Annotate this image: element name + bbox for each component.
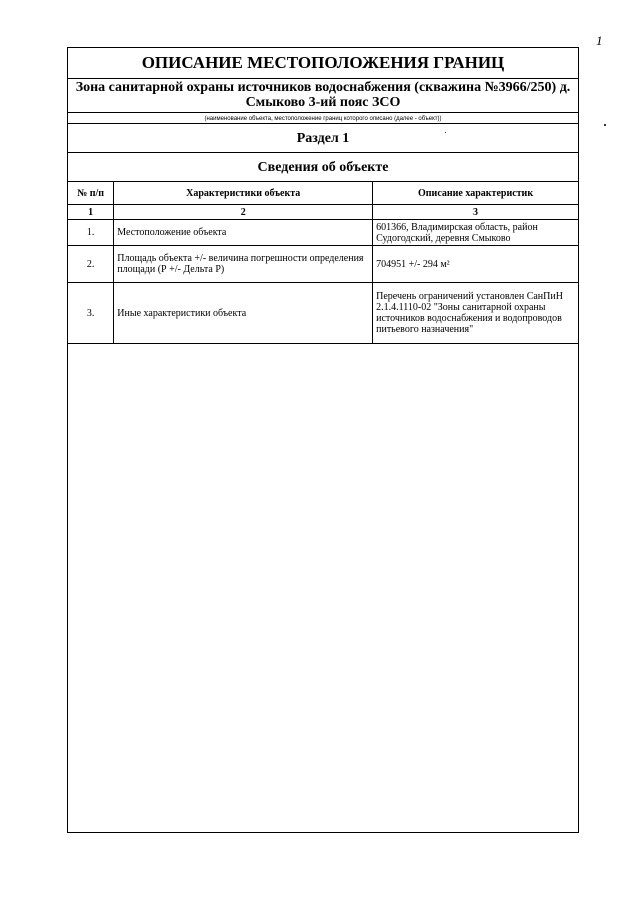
row-characteristic <box>114 283 373 344</box>
row-description-text: 601366, Владимирская область, район Судогодский, деревня Смыково <box>376 221 538 244</box>
row-description-text: Перечень ограничений установлен СанПиН 2.1.4.1110-02 "Зоны санитарной охраны источников водоснабжения и водопроводов питьевого назначения" <box>376 291 563 335</box>
header-characteristic: Характеристики объекта <box>114 182 373 205</box>
section-title: Раздел 1 <box>68 125 578 153</box>
object-name-line1: Зона санитарной охраны источников водоснабжения (скважина №3966/250) д. <box>75 80 571 95</box>
scan-speck <box>445 132 446 133</box>
page-number: 1 <box>596 33 603 48</box>
object-name-line2: Смыково 3-ий пояс ЗСО <box>245 95 401 110</box>
row-description <box>373 246 579 283</box>
row-number: 2. <box>68 246 114 283</box>
table-row <box>68 283 579 344</box>
object-name <box>68 78 578 111</box>
column-number: 1 <box>68 205 114 220</box>
row-characteristic-text: Иные характеристики объекта <box>117 307 247 319</box>
object-info-table <box>67 181 579 344</box>
object-name-caption: (наименование объекта, местоположение границ которого описано (далее - объект)) <box>68 112 578 124</box>
table-header-row <box>68 182 579 205</box>
row-description-text: 704951 +/- 294 м² <box>376 258 450 270</box>
column-number: 2 <box>114 205 373 220</box>
column-number: 3 <box>373 205 579 220</box>
row-characteristic <box>114 220 373 246</box>
row-number: 3. <box>68 283 114 344</box>
document-frame <box>67 47 579 833</box>
row-number: 1. <box>68 220 114 246</box>
scan-speck <box>604 124 606 126</box>
document-title: ОПИСАНИЕ МЕСТОПОЛОЖЕНИЯ ГРАНИЦ <box>68 48 578 79</box>
row-description <box>373 220 579 246</box>
column-number-row <box>68 205 579 220</box>
row-description <box>373 283 579 344</box>
header-number: № п/п <box>68 182 114 205</box>
table-row <box>68 220 579 246</box>
header-description: Описание характеристик <box>373 182 579 205</box>
section-subtitle: Сведения об объекте <box>257 160 389 175</box>
row-characteristic-text: Местоположение объекта <box>117 227 227 238</box>
row-characteristic <box>114 246 373 283</box>
table-row <box>68 246 579 283</box>
row-characteristic-text: Площадь объекта +/- величина погрешности определения площади (Р +/- Дельта Р) <box>117 253 364 275</box>
